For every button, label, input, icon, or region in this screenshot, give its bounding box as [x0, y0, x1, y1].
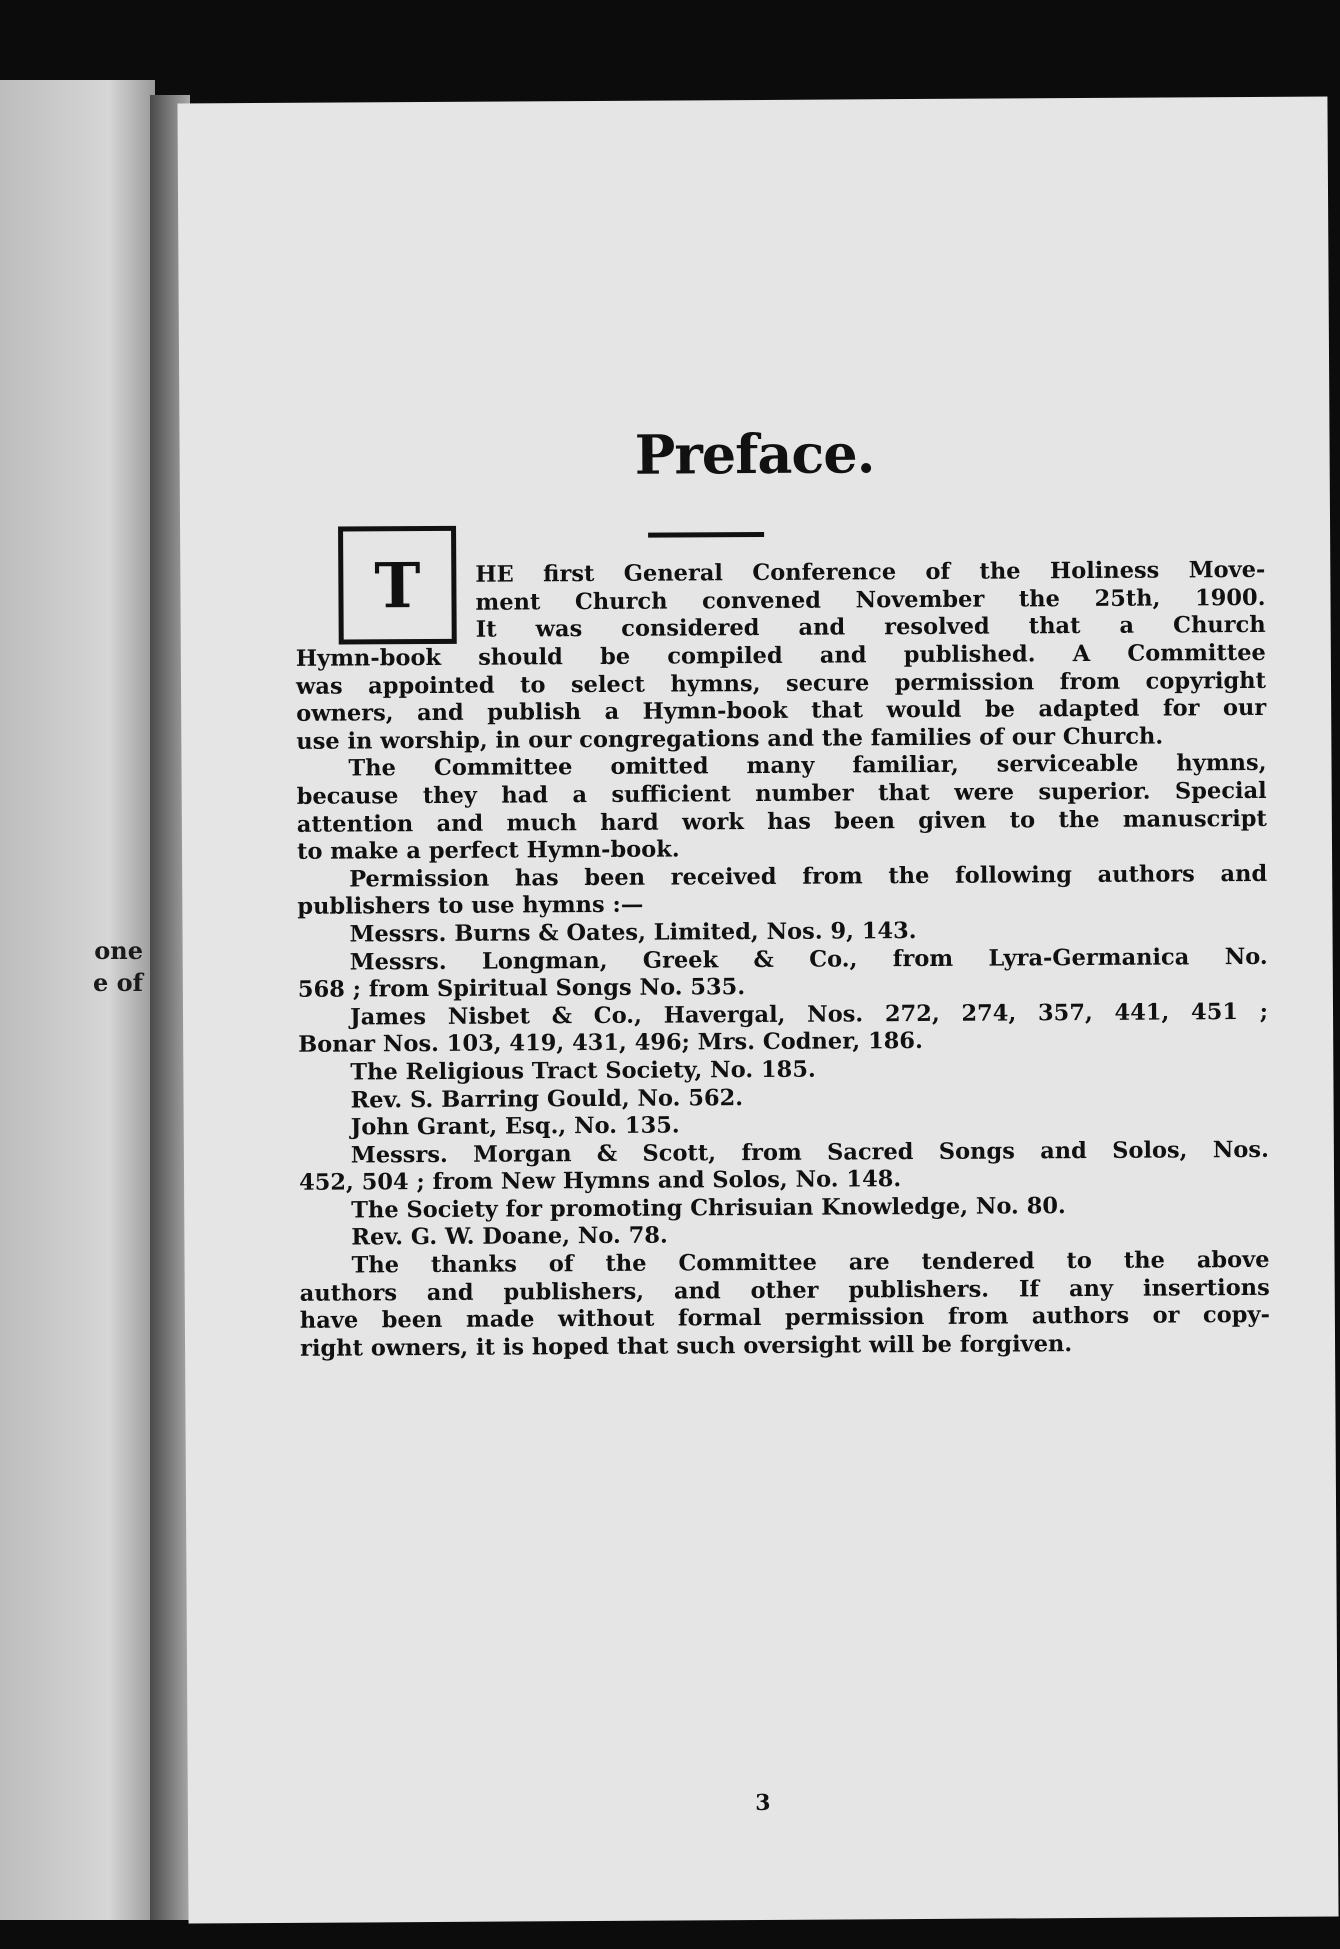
title-rule — [648, 532, 764, 538]
text-line: ment Church convened November the 25th, 1900. — [475, 584, 1266, 616]
text-line: Bonar Nos. 103, 419, 431, 496; Mrs. Codner, 186. — [298, 1028, 923, 1059]
text-line: owners, and publish a Hymn-book that would be adapted for our — [296, 695, 1267, 728]
text-line: have been made without formal permission from authors or copy- — [299, 1302, 1270, 1335]
preface-body — [296, 640, 1270, 1363]
text-line: John Grant, Esq., No. 135. — [350, 1112, 680, 1141]
page-title: Preface. — [634, 421, 875, 487]
page-number: 3 — [755, 1789, 771, 1817]
text-line: attention and much hard work has been given to the manuscript — [296, 805, 1267, 838]
text-line: Messrs. Longman, Greek & Co., from Lyra-Germanica No. — [349, 943, 1268, 976]
text-line: 568 ; from Spiritual Songs No. 535. — [297, 974, 746, 1003]
text-line: HE first General Conference of the Holiness Move- — [475, 556, 1266, 588]
text-line: Rev. S. Barring Gould, No. 562. — [350, 1084, 744, 1113]
text-line: Permission has been received from the following authors and — [349, 860, 1268, 893]
text-line: 452, 504 ; from New Hymns and Solos, No. 148. — [298, 1166, 902, 1197]
text-line: Messrs. Burns & Oates, Limited, Nos. 9, 143. — [349, 917, 917, 948]
text-line: The Religious Tract Society, No. 185. — [350, 1056, 816, 1086]
text-line: right owners, it is hoped that such oversight will be forgiven. — [299, 1330, 1073, 1362]
text-line: James Nisbet & Co., Havergal, Nos. 272, 274, 357, 441, 451 ; — [349, 998, 1269, 1031]
text-line: The Committee omitted many familiar, serviceable hymns, — [348, 750, 1267, 782]
facing-page-edge — [0, 80, 155, 1920]
facing-page-fragment: one — [94, 936, 143, 965]
drop-cap: T — [338, 526, 457, 645]
text-line: was appointed to select hymns, secure permission from copyright — [295, 667, 1267, 700]
text-line: It was considered and resolved that a Church — [475, 612, 1266, 643]
text-line: Rev. G. W. Doane, No. 78. — [351, 1223, 668, 1251]
text-line: publishers to use hymns :— — [297, 892, 644, 921]
first-paragraph-opening — [475, 557, 1265, 645]
facing-page-fragment: e of — [93, 968, 143, 997]
text-line: authors and publishers, and other publishers. If any insertions — [299, 1274, 1270, 1307]
text-line: to make a perfect Hymn-book. — [296, 836, 680, 865]
text-line: Hymn-book should be compiled and published. A Committee — [295, 639, 1266, 672]
text-line: Messrs. Morgan & Scott, from Sacred Songs and Solos, Nos. — [350, 1136, 1269, 1169]
text-line: The thanks of the Committee are tendered to the above — [351, 1246, 1270, 1279]
text-line: because they had a sufficient number that were superior. Special — [296, 777, 1267, 810]
text-line: The Society for promoting Chrisuian Knowledge, No. 80. — [351, 1192, 1066, 1224]
preface-page — [177, 97, 1338, 1924]
text-line: use in worship, in our congregations and the families of our Church. — [296, 723, 1164, 755]
